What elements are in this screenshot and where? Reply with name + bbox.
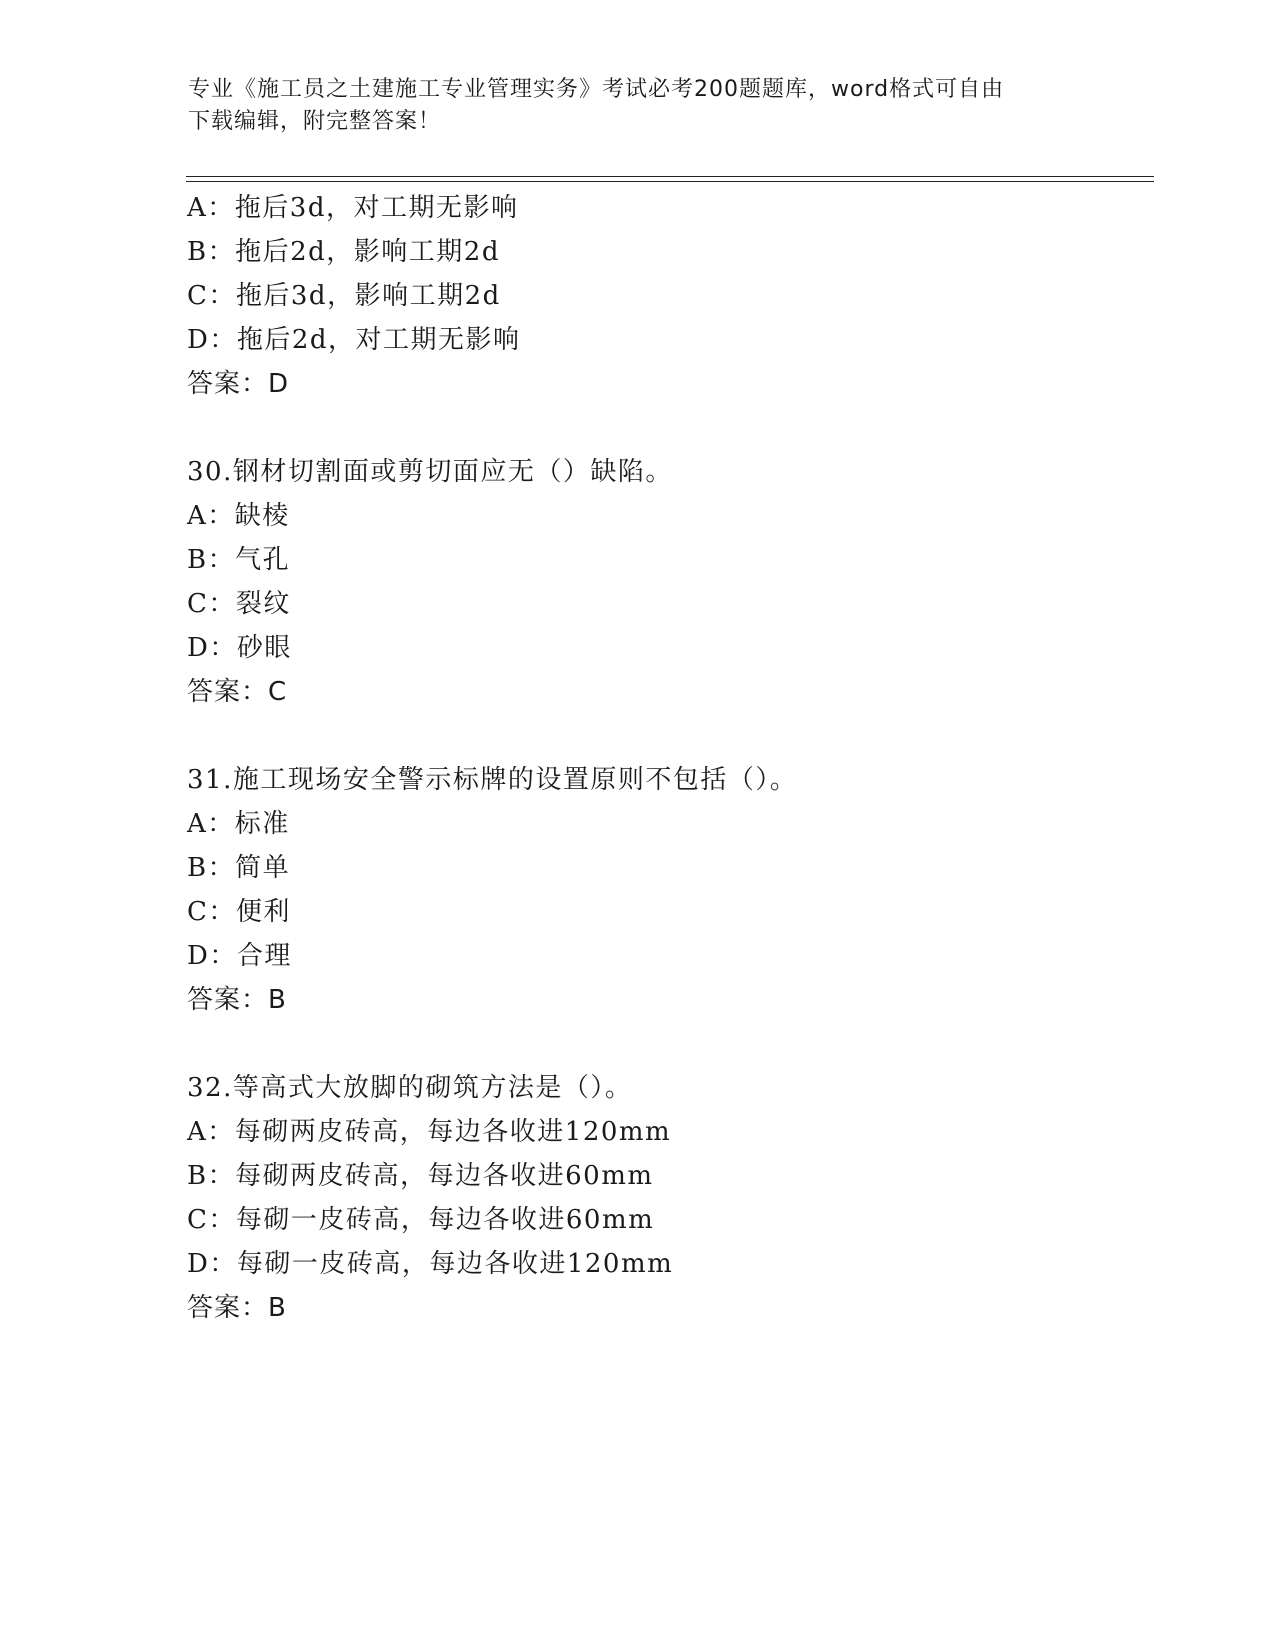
q32-option-c: C：每砌一皮砖高，每边各收进60mm: [187, 1205, 655, 1235]
q29-option-b: B：拖后2d，影响工期2d: [187, 237, 500, 267]
q29-option-a: A：拖后3d，对工期无影响: [187, 193, 519, 223]
q29-answer: 答案：D: [187, 369, 290, 399]
header-divider-top: [186, 176, 1154, 177]
q32-answer: 答案：B: [187, 1293, 287, 1323]
q31-option-b: B：简单: [187, 853, 291, 883]
q30-option-c: C：裂纹: [187, 589, 291, 619]
q32-option-b: B：每砌两皮砖高，每边各收进60mm: [187, 1161, 654, 1191]
q32-option-d: D：每砌一皮砖高，每边各收进120mm: [187, 1249, 674, 1279]
q31-option-a: A：标准: [187, 809, 290, 839]
q29-option-c: C：拖后3d，影响工期2d: [187, 281, 501, 311]
header-line-1: 专业《施工员之土建施工专业管理实务》考试必考200题题库，word格式可自由: [188, 77, 1005, 102]
q31-question: 31.施工现场安全警示标牌的设置原则不包括（）。: [187, 765, 798, 795]
q30-option-d: D：砂眼: [187, 633, 292, 663]
header-line-2: 下载编辑，附完整答案！: [188, 109, 442, 134]
document-header: [188, 74, 1068, 138]
header-divider-bottom: [186, 181, 1154, 182]
q31-answer: 答案：B: [187, 985, 287, 1015]
q30-question: 30.钢材切割面或剪切面应无（）缺陷。: [187, 457, 673, 487]
q31-option-c: C：便利: [187, 897, 291, 927]
q32-question: 32.等高式大放脚的砌筑方法是（）。: [187, 1073, 633, 1103]
q32-option-a: A：每砌两皮砖高，每边各收进120mm: [187, 1117, 672, 1147]
q30-answer: 答案：C: [187, 677, 288, 707]
q30-option-b: B：气孔: [187, 545, 291, 575]
q31-option-d: D：合理: [187, 941, 292, 971]
q29-option-d: D：拖后2d，对工期无影响: [187, 325, 521, 355]
q30-option-a: A：缺棱: [187, 501, 290, 531]
